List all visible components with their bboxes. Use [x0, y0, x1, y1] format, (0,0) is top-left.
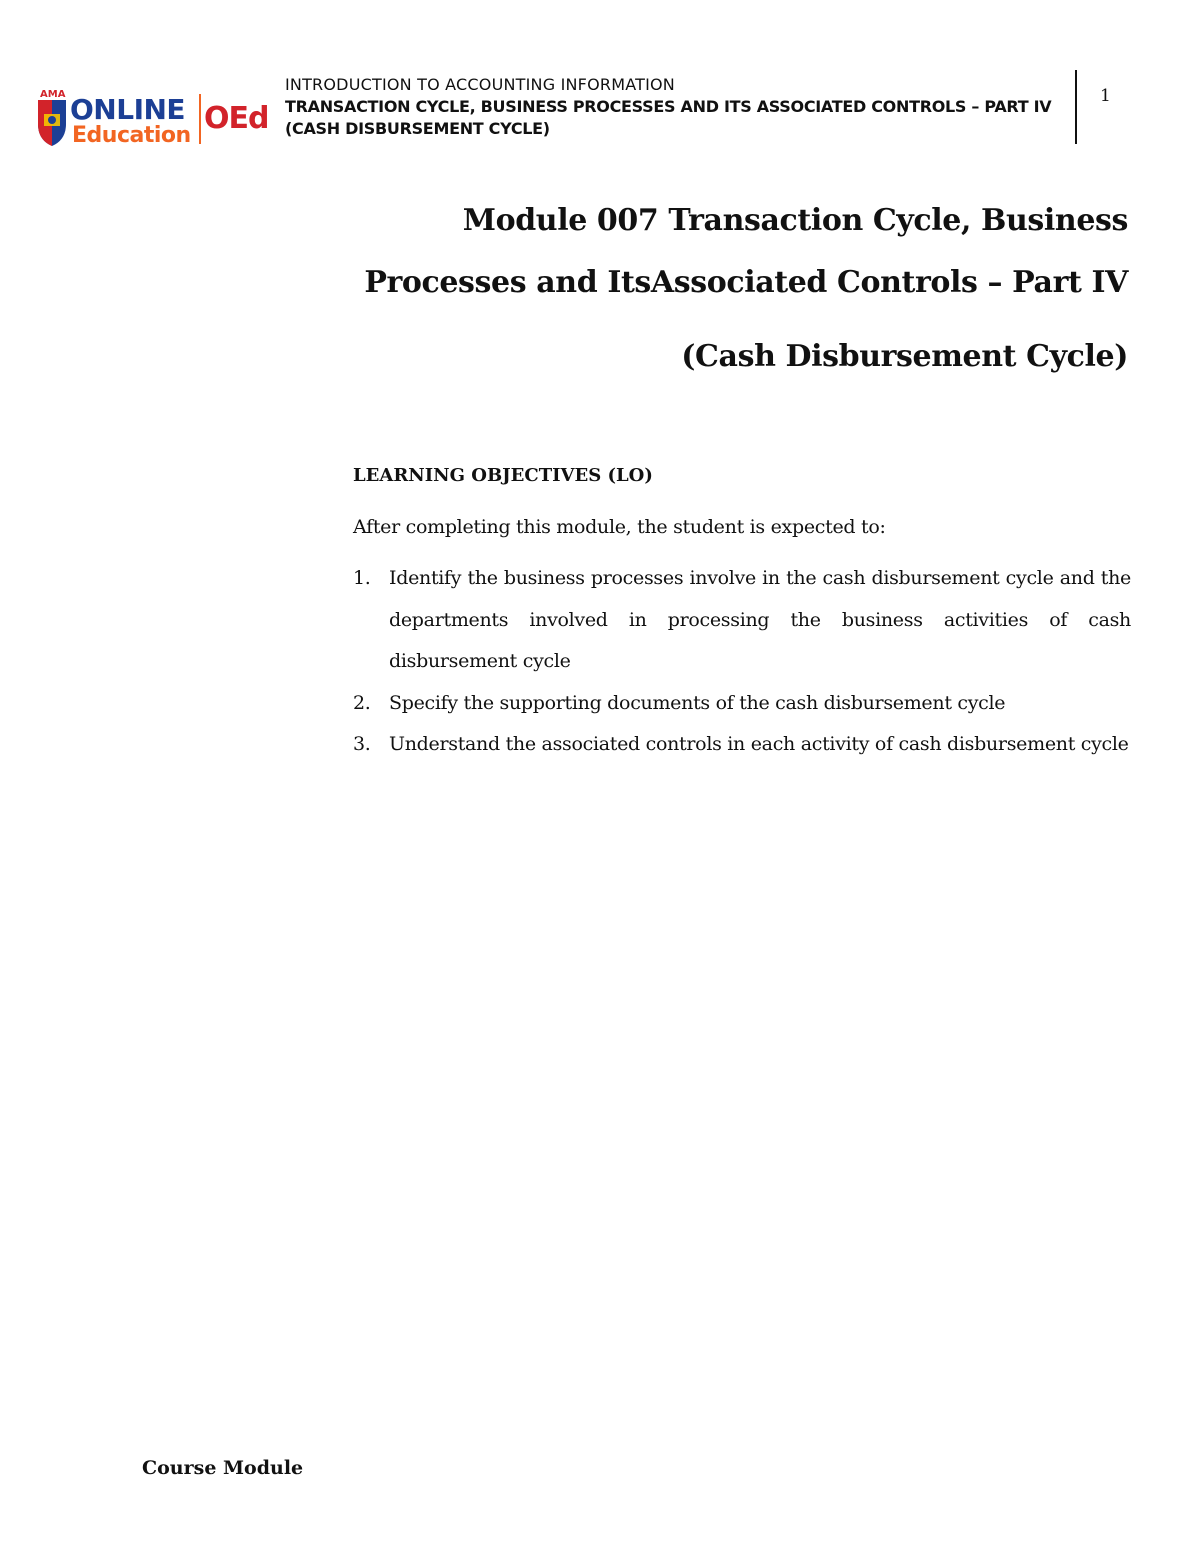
brand-top-text: ONLINE [70, 93, 186, 126]
module-title [308, 190, 1128, 388]
header-course-title: INTRODUCTION TO ACCOUNTING INFORMATION [285, 75, 675, 94]
learning-objectives-intro: After completing this module, the student is expected to: [353, 515, 886, 538]
ama-crest-icon [38, 100, 66, 146]
list-item-number: 3. [353, 733, 371, 755]
list-item [353, 724, 1131, 766]
module-title-line-1: Module 007 Transaction Cycle, Business [462, 203, 1128, 238]
page-number: 1 [1100, 86, 1111, 106]
footer-course-module: Course Module [142, 1457, 304, 1479]
logo-graphic [36, 86, 272, 148]
brand-bottom-text: Education [72, 123, 191, 148]
module-title-line-3: (Cash Disbursement Cycle) [681, 339, 1128, 374]
list-item [353, 558, 1131, 683]
module-title-line-2: Processes and ItsAssociated Controls – Part IV [364, 265, 1128, 300]
list-item [353, 683, 1131, 725]
learning-objectives-heading: LEARNING OBJECTIVES (LO) [353, 465, 653, 486]
list-item-text: Identify the business processes involve in the cash disbursement cycle and the departments involved in processing the business activities of cash disbursement cycle [389, 567, 1131, 672]
header-divider [1075, 70, 1077, 144]
list-item-number: 1. [353, 567, 371, 589]
list-item-number: 2. [353, 691, 371, 714]
objectives-list [353, 558, 1131, 766]
running-header [285, 74, 1065, 140]
learning-objectives-section [353, 455, 1131, 766]
crest-text: AMA [40, 89, 66, 100]
online-education-logo [36, 86, 272, 148]
logo-divider [199, 94, 201, 144]
header-module-subtitle: TRANSACTION CYCLE, BUSINESS PROCESSES AND ITS ASSOCIATED CONTROLS – PART IV (CASH DISBURSEMENT CYCLE) [285, 97, 1052, 138]
brand-abbrev-text: OEd [204, 101, 269, 136]
list-item-text: Understand the associated controls in each activity of cash disbursement cycle [389, 733, 1129, 755]
list-item-text: Specify the supporting documents of the cash disbursement cycle [389, 691, 1006, 714]
